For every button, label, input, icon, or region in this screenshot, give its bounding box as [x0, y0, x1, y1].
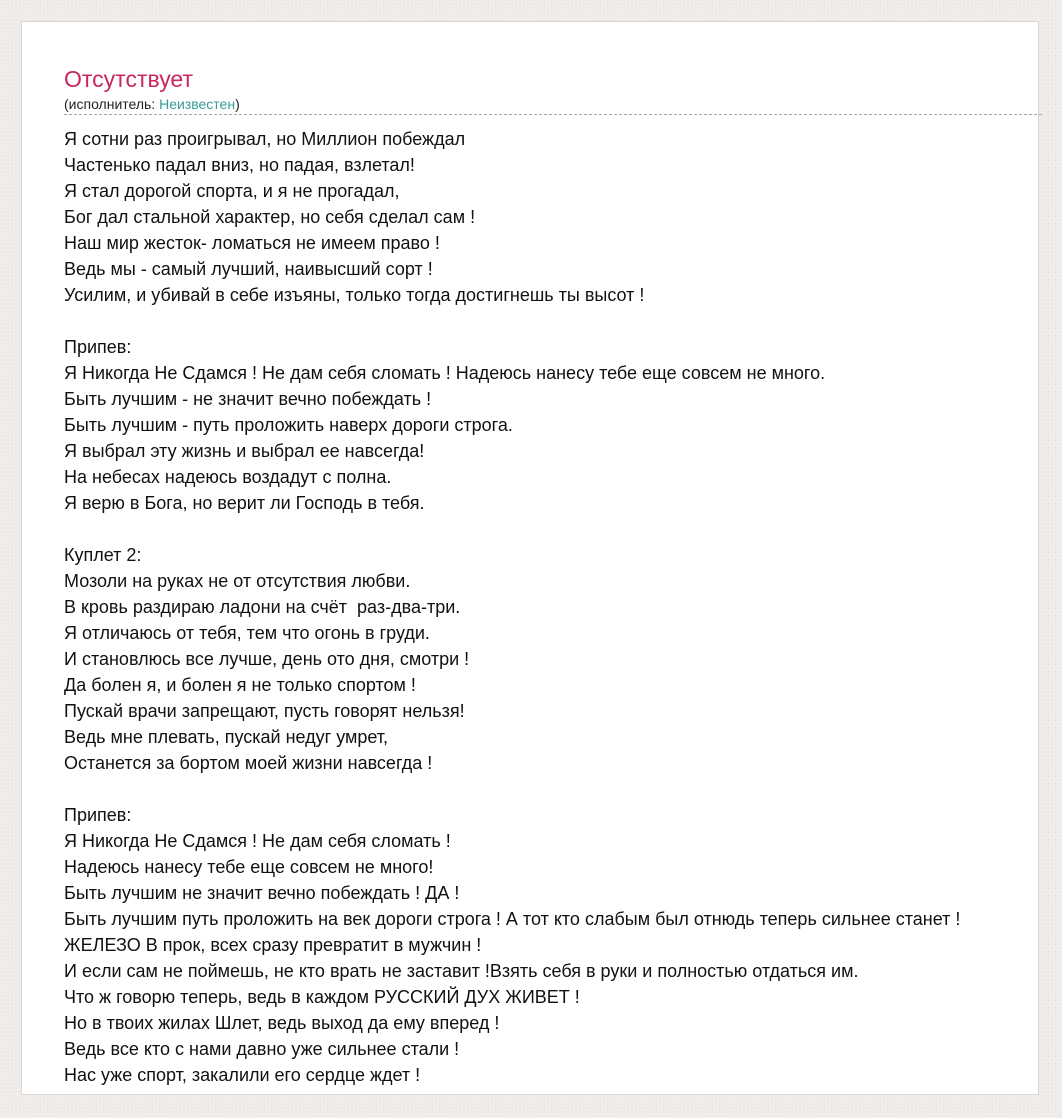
lyrics-line: Наш мир жесток- ломаться не имеем право ! — [64, 233, 440, 253]
lyrics-line: Ведь мы - самый лучший, наивысший сорт ! — [64, 259, 433, 279]
lyrics-line: Быть лучшим не значит вечно побеждать ! ДА ! — [64, 883, 460, 903]
lyrics-line: Я верю в Бога, но верит ли Господь в тебя. — [64, 493, 425, 513]
song-title: Отсутствует — [64, 66, 193, 92]
lyrics-line: В кровь раздираю ладони на счёт раз-два-три. — [64, 597, 461, 617]
lyrics-blank-line — [64, 308, 960, 334]
lyrics-line: Но в твоих жилах Шлет, ведь выход да ему вперед ! — [64, 1013, 500, 1033]
artist-prefix: (исполнитель: — [64, 96, 160, 112]
lyrics-line: Останется за бортом моей жизни навсегда ! — [64, 753, 433, 773]
lyrics-line: Да болен я, и болен я не только спортом ! — [64, 675, 416, 695]
lyrics-line: Я Никогда Не Сдамся ! Не дам себя сломать ! Надеюсь нанесу тебе еще совсем не много. — [64, 363, 826, 383]
lyrics-line: ЖЕЛЕЗО В прок, всех сразу превратит в мужчин ! — [64, 935, 482, 955]
lyrics-line: Что ж говорю теперь, ведь в каждом РУССКИЙ ДУХ ЖИВЕТ ! — [64, 987, 580, 1007]
artist-link[interactable]: Неизвестен — [159, 96, 236, 112]
lyrics-line: Усилим, и убивай в себе изъяны, только тогда достигнешь ты высот ! — [64, 285, 645, 305]
lyrics-line: Я сотни раз проигрывал, но Миллион побеждал — [64, 129, 466, 149]
lyrics-card — [21, 21, 1039, 1095]
lyrics-blank-line — [64, 516, 960, 542]
lyrics-line: Надеюсь нанесу тебе еще совсем не много! — [64, 857, 434, 877]
dashed-divider — [64, 114, 1042, 115]
lyrics-line: И если сам не поймешь, не кто врать не заставит !Взять себя в руки и полностью отдаться им. — [64, 961, 859, 981]
lyrics-line: Пускай врачи запрещают, пусть говорят нельзя! — [64, 701, 465, 721]
lyrics-blank-line — [64, 776, 960, 802]
lyrics-line: Припев: — [64, 805, 132, 825]
lyrics-line: Быть лучшим - не значит вечно побеждать ! — [64, 389, 432, 409]
artist-line — [64, 95, 240, 113]
lyrics-line: Быть лучшим путь проложить на век дороги строга ! А тот кто слабым был отнюдь теперь сильнее станет ! — [64, 909, 961, 929]
lyrics-line: Частенько падал вниз, но падая, взлетал! — [64, 155, 415, 175]
lyrics-line: Нас уже спорт, закалили его сердце ждет ! — [64, 1065, 421, 1085]
lyrics-line: Мозоли на руках не от отсутствия любви. — [64, 571, 411, 591]
lyrics-text — [64, 126, 960, 1088]
lyrics-line: Я выбрал эту жизнь и выбрал ее навсегда! — [64, 441, 425, 461]
lyrics-line: И становлюсь все лучше, день ото дня, смотри ! — [64, 649, 470, 669]
lyrics-line: Бог дал стальной характер, но себя сделал сам ! — [64, 207, 476, 227]
lyrics-line: Ведь все кто с нами давно уже сильнее стали ! — [64, 1039, 460, 1059]
lyrics-line: На небесах надеюсь воздадут с полна. — [64, 467, 392, 487]
lyrics-line: Я отличаюсь от тебя, тем что огонь в груди. — [64, 623, 430, 643]
lyrics-line: Я Никогда Не Сдамся ! Не дам себя сломать ! — [64, 831, 451, 851]
lyrics-line: Припев: — [64, 337, 132, 357]
artist-suffix: ) — [235, 96, 240, 112]
lyrics-line: Я стал дорогой спорта, и я не прогадал, — [64, 181, 400, 201]
lyrics-line: Куплет 2: — [64, 545, 142, 565]
lyrics-line: Быть лучшим - путь проложить наверх дороги строга. — [64, 415, 513, 435]
lyrics-line: Ведь мне плевать, пускай недуг умрет, — [64, 727, 389, 747]
